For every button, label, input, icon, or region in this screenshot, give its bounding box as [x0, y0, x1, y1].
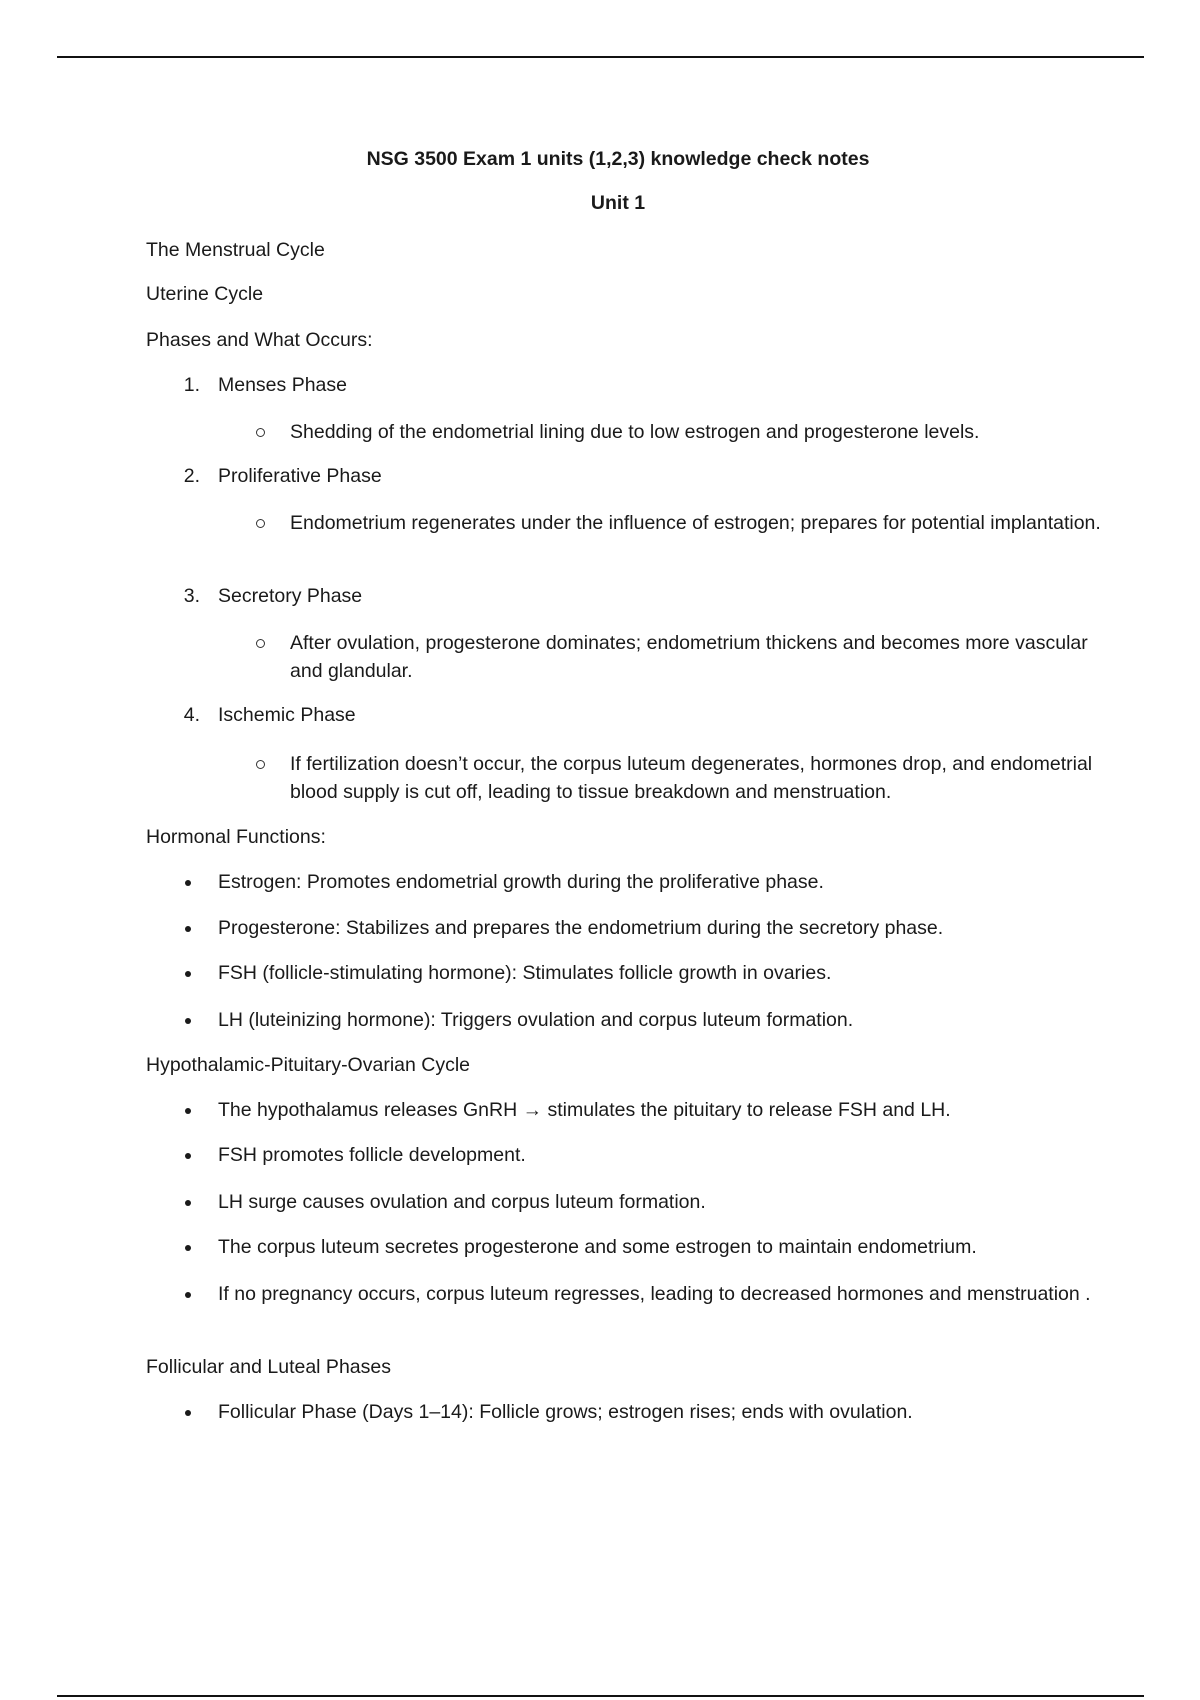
bullet-icon: [185, 1153, 191, 1159]
bullet-icon: [185, 926, 191, 932]
bullet-icon: [185, 1200, 191, 1206]
phase-number: 4.: [183, 704, 200, 726]
hpo-item: LH surge causes ovulation and corpus luteum formation.: [218, 1191, 706, 1213]
heading-uterine-cycle: Uterine Cycle: [146, 283, 264, 305]
hormone-item: Progesterone: Stabilizes and prepares the endometrium during the secretory phase.: [218, 917, 944, 939]
hormone-item: FSH (follicle-stimulating hormone): Stimulates follicle growth in ovaries.: [218, 962, 832, 984]
phase-detail: Endometrium regenerates under the influence of estrogen; prepares for potential implantation.: [290, 512, 1101, 534]
unit-heading: Unit 1: [590, 192, 646, 214]
bullet-icon: [185, 880, 191, 886]
hpo-item: The hypothalamus releases GnRH → stimulates the pituitary to release FSH and LH.: [218, 1099, 951, 1121]
bullet-icon: [185, 1018, 191, 1024]
hormone-item: LH (luteinizing hormone): Triggers ovulation and corpus luteum formation.: [218, 1009, 854, 1031]
document-title: NSG 3500 Exam 1 units (1,2,3) knowledge check notes: [366, 148, 870, 170]
phase-number: 2.: [183, 465, 200, 487]
heading-hormonal-functions: Hormonal Functions:: [146, 826, 326, 848]
bullet-icon: [185, 1245, 191, 1251]
top-rule: [57, 56, 1144, 58]
bullet-icon: [185, 1108, 191, 1114]
phase-detail: If fertilization doesn’t occur, the corpus luteum degenerates, hormones drop, and endometrial blood supply is cut off, leading to tissue breakdown and menstruation.: [290, 753, 1093, 803]
bullet-icon: [185, 1292, 191, 1298]
phase-number: 3.: [183, 585, 200, 607]
circle-bullet-icon: [256, 428, 265, 437]
phase-name: Ischemic Phase: [218, 704, 356, 726]
bullet-icon: [185, 1410, 191, 1416]
bullet-icon: [185, 971, 191, 977]
bottom-rule: [57, 1695, 1144, 1697]
phase-name: Secretory Phase: [218, 585, 363, 607]
phase-name: Menses Phase: [218, 374, 347, 396]
circle-bullet-icon: [256, 639, 265, 648]
follicular-item: Follicular Phase (Days 1–14): Follicle grows; estrogen rises; ends with ovulation.: [218, 1401, 913, 1423]
phase-detail: After ovulation, progesterone dominates; endometrium thickens and becomes more vascular and glandular.: [290, 632, 1088, 682]
phase-name: Proliferative Phase: [218, 465, 382, 487]
heading-follicular-luteal: Follicular and Luteal Phases: [146, 1356, 391, 1378]
heading-phases: Phases and What Occurs:: [146, 329, 373, 351]
phase-detail: Shedding of the endometrial lining due to low estrogen and progesterone levels.: [290, 421, 980, 443]
hormone-item: Estrogen: Promotes endometrial growth during the proliferative phase.: [218, 871, 824, 893]
hpo-item: FSH promotes follicle development.: [218, 1144, 526, 1166]
circle-bullet-icon: [256, 519, 265, 528]
hpo-item: The corpus luteum secretes progesterone and some estrogen to maintain endometrium.: [218, 1236, 977, 1258]
phase-number: 1.: [183, 374, 200, 396]
circle-bullet-icon: [256, 760, 265, 769]
heading-menstrual-cycle: The Menstrual Cycle: [146, 239, 325, 261]
hpo-item: If no pregnancy occurs, corpus luteum regresses, leading to decreased hormones and menstruation .: [218, 1283, 1091, 1305]
heading-hpo-cycle: Hypothalamic-Pituitary-Ovarian Cycle: [146, 1054, 471, 1076]
